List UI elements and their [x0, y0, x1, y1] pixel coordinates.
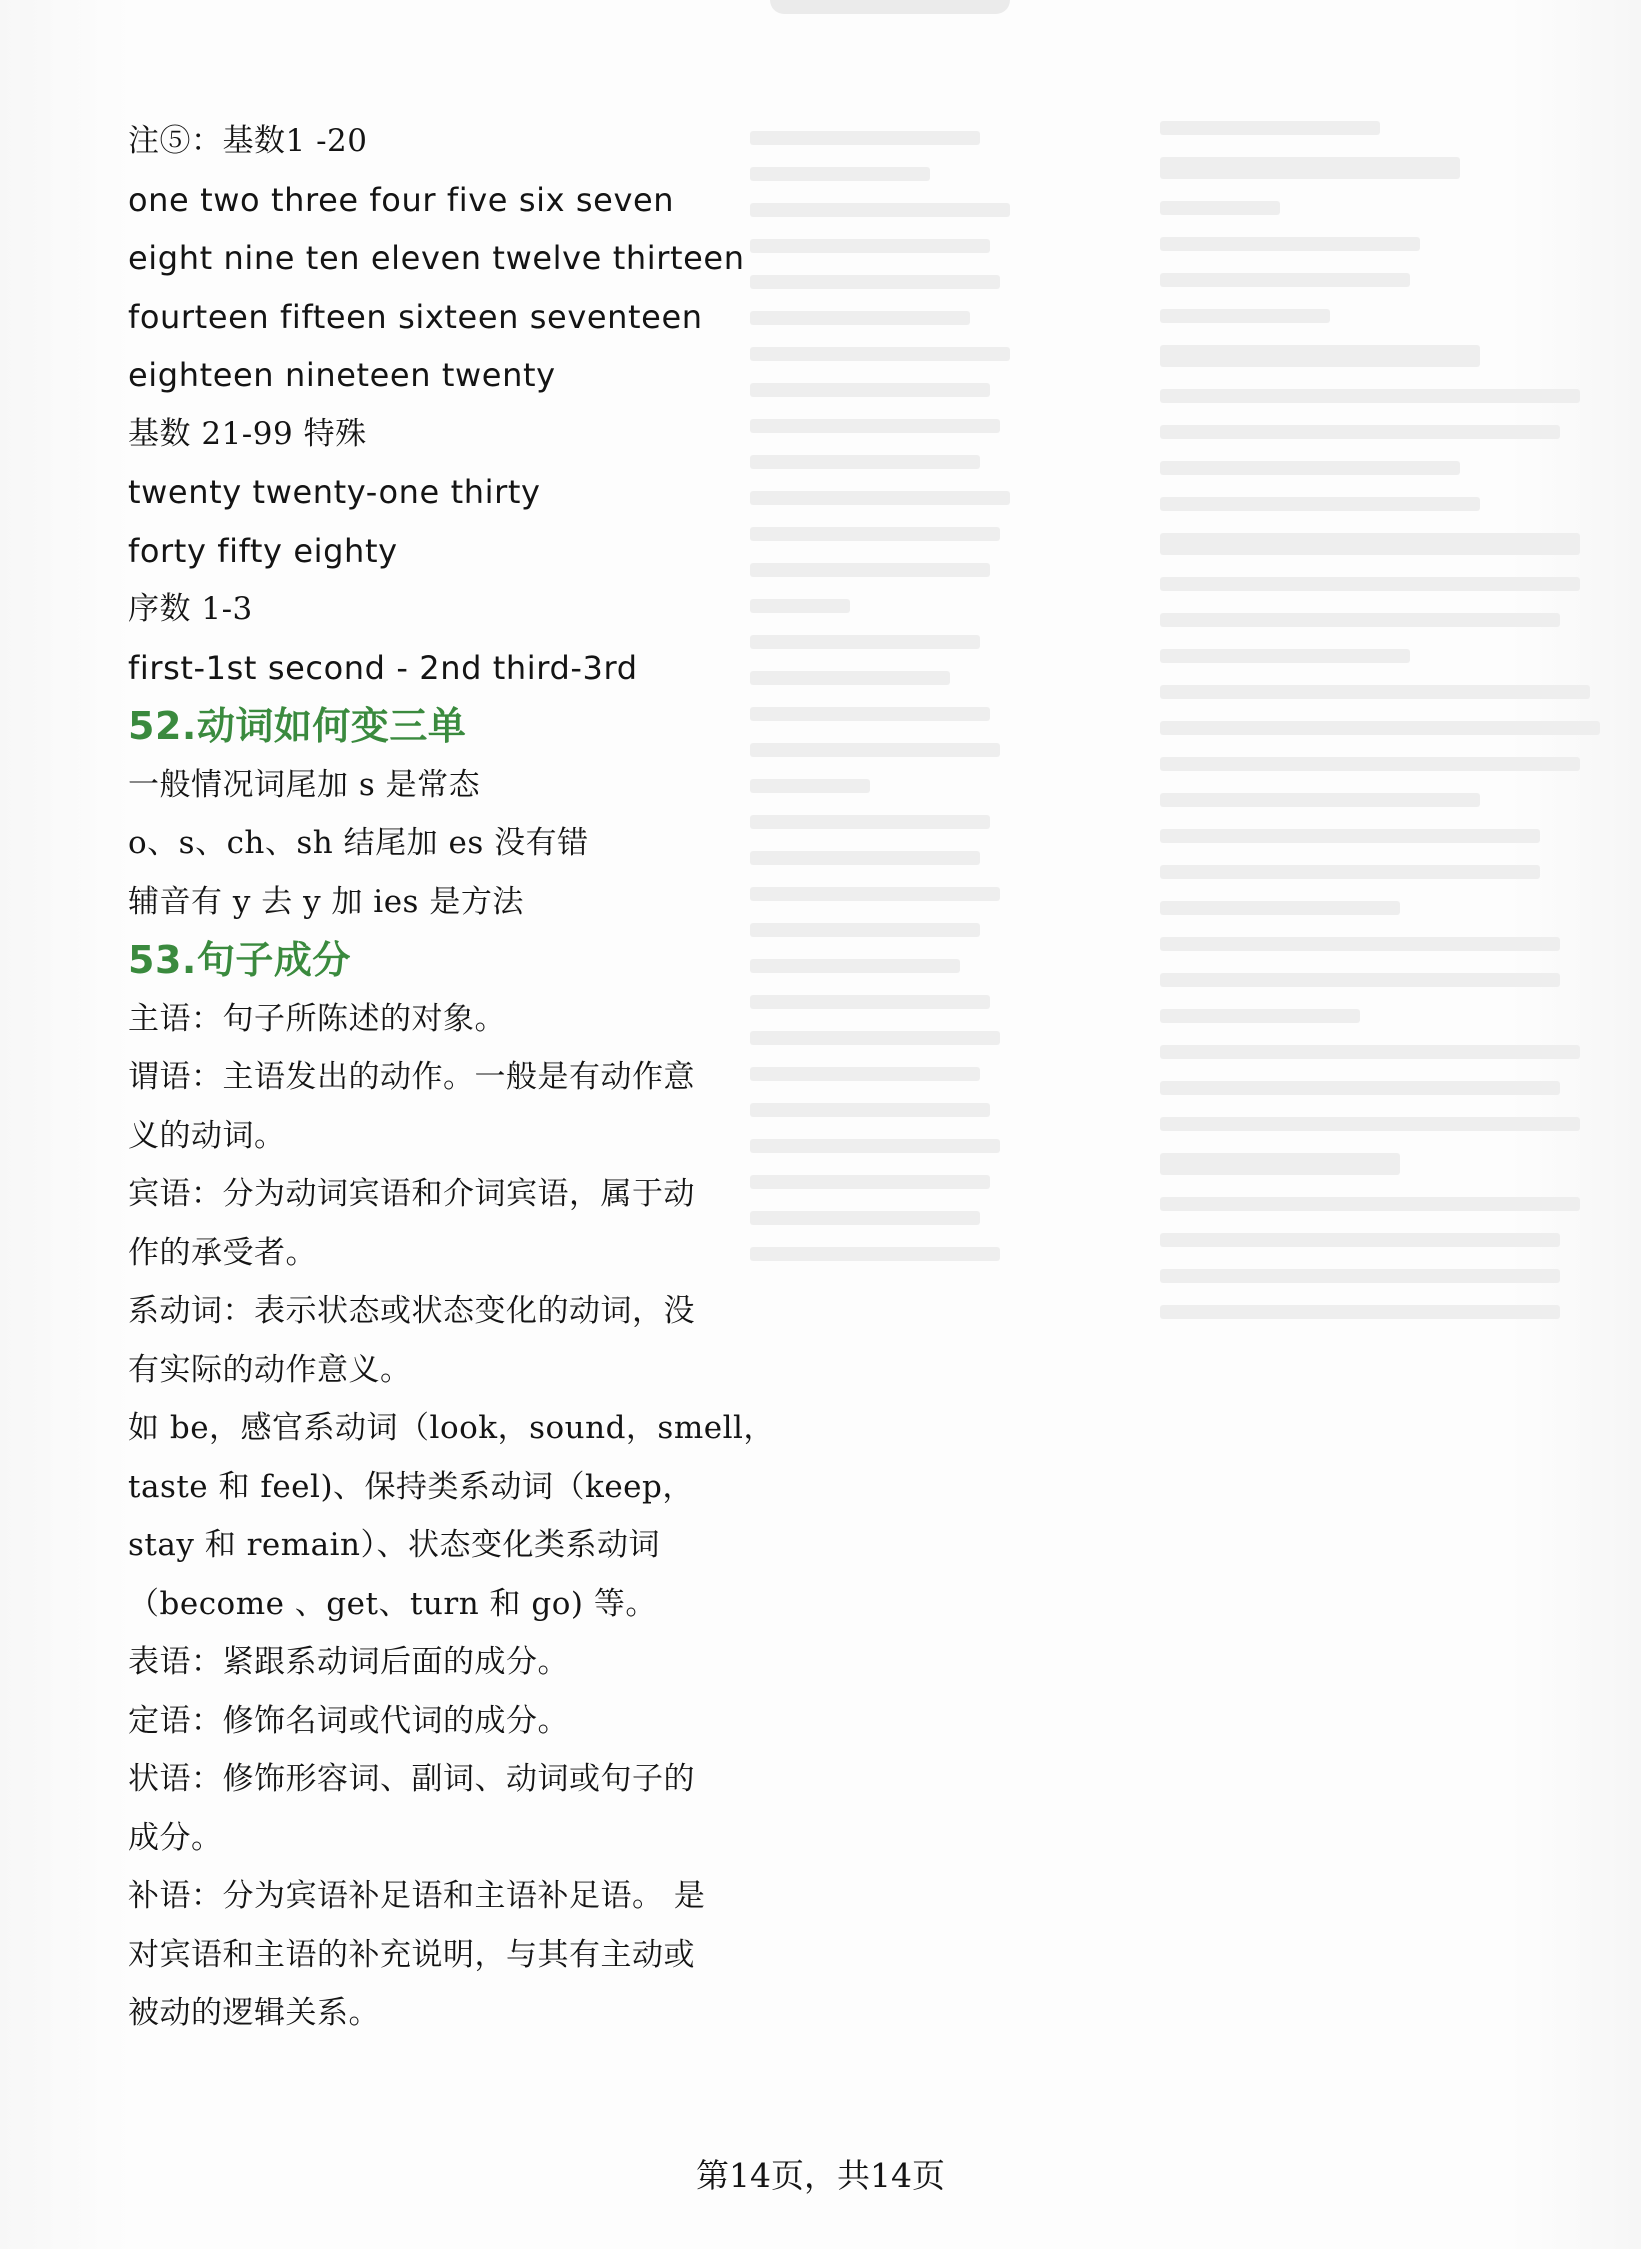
cardinal-line-1: one two three four five six seven [128, 180, 675, 219]
section-53-line-7: 有实际的动作意义。 [128, 1351, 412, 1388]
section-53-line-1: 主语：句子所陈述的对象。 [128, 1000, 506, 1037]
section-53-line-18: 被动的逻辑关系。 [128, 1995, 380, 2031]
section-53-line-16: 补语：分为宾语补足语和主语补足语。 是 [128, 1878, 706, 1914]
section-53-line-11: （become 、get、turn 和 go) 等。 [128, 1585, 657, 1622]
cardinal-line-4: eighteen nineteen twenty [128, 356, 556, 394]
section-52-heading: 52.动词如何变三单 [128, 704, 467, 748]
section-53-line-6: 系动词：表示状态或状态变化的动词，没 [128, 1293, 695, 1329]
ordinal-label: 序数 1-3 [128, 591, 253, 627]
section-53-line-4: 宾语：分为动词宾语和介词宾语，属于动 [128, 1176, 695, 1212]
section-53-line-15: 成分。 [128, 1819, 223, 1856]
page-footer: 第14页，共14页 [696, 2156, 945, 2195]
section-53-line-12: 表语：紧跟系动词后面的成分。 [128, 1644, 569, 1680]
note-cardinal-label: 注⑤：基数1 -20 [128, 123, 368, 159]
section-52-line-2: o、s、ch、sh 结尾加 es 没有错 [128, 825, 589, 861]
scan-smudge [770, 0, 1010, 14]
section-53-line-8: 如 be，感官系动词（look，sound，smell， [128, 1410, 775, 1446]
section-53-line-3: 义的动词。 [128, 1117, 286, 1154]
section-52-line-1: 一般情况词尾加 s 是常态 [128, 766, 481, 803]
section-53-line-17: 对宾语和主语的补充说明，与其有主动或 [128, 1936, 695, 1973]
special-cardinal-label: 基数 21-99 特殊 [128, 415, 367, 452]
section-53-line-9: taste 和 feel)、保持类系动词（keep， [128, 1468, 694, 1505]
section-53-line-10: stay 和 remain）、状态变化类系动词 [128, 1527, 660, 1563]
cardinal-line-3: fourteen fifteen sixteen seventeen [128, 297, 703, 336]
section-53-line-5: 作的承受者。 [128, 1234, 317, 1271]
section-53-line-13: 定语：修饰名词或代词的成分。 [128, 1702, 569, 1739]
section-53-heading: 53.句子成分 [128, 938, 351, 982]
section-52-line-3: 辅音有 y 去 y 加 ies 是方法 [128, 883, 524, 920]
main-content [128, 112, 828, 2043]
special-line-1: twenty twenty-one thirty [128, 473, 541, 511]
special-line-2: forty fifty eighty [128, 531, 398, 570]
cardinal-line-2: eight nine ten eleven twelve thirteen [128, 239, 745, 277]
section-53-line-14: 状语：修饰形容词、副词、动词或句子的 [128, 1761, 695, 1797]
section-53-line-2: 谓语：主语发出的动作。一般是有动作意 [128, 1059, 695, 1095]
ordinal-line: first-1st second - 2nd third-3rd [128, 648, 638, 687]
bleed-through-column-right [1160, 100, 1600, 1341]
